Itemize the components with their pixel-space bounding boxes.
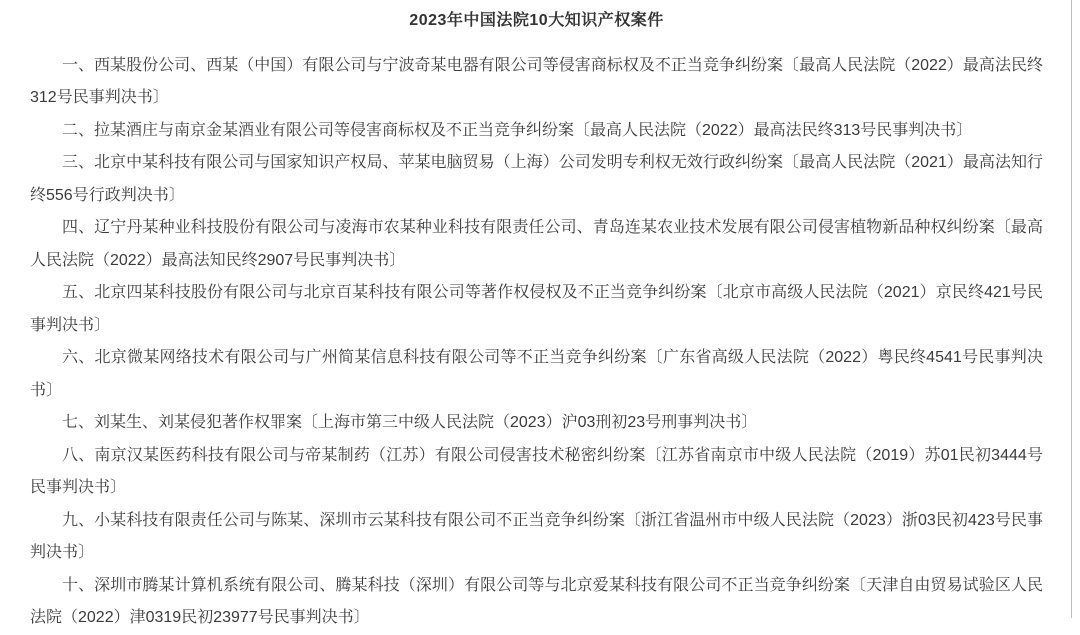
case-item-6: 六、北京微某网络技术有限公司与广州简某信息科技有限公司等不正当竞争纠纷案〔广东省高级人民法院（2022）粤民终4541号民事判决书〕 bbox=[30, 349, 1043, 399]
case-item-5: 五、北京四某科技股份有限公司与北京百某科技有限公司等著作权侵权及不正当竞争纠纷案〔北京市高级人民法院（2021）京民终421号民事判决书〕 bbox=[30, 284, 1043, 334]
case-item-8: 八、南京汉某医药科技有限公司与帝某制药（江苏）有限公司侵害技术秘密纠纷案〔江苏省南京市中级人民法院（2019）苏01民初3444号民事判决书〕 bbox=[30, 446, 1043, 496]
case-item-10: 十、深圳市腾某计算机系统有限公司、腾某科技（深圳）有限公司等与北京爱某科技有限公司不正当竞争纠纷案〔天津自由贸易试验区人民法院（2022）津0319民初23977号民事判决书〕 bbox=[30, 576, 1043, 626]
case-item-2: 二、拉某酒庄与南京金某酒业有限公司等侵害商标权及不正当竞争纠纷案〔最高人民法院（2022）最高法民终313号民事判决书〕 bbox=[62, 121, 973, 139]
case-item-4: 四、辽宁丹某种业科技股份有限公司与凌海市农某种业科技有限责任公司、青岛连某农业技术发展有限公司侵害植物新品种权纠纷案〔最高人民法院（2022）最高法知民终2907号民事判决书〕 bbox=[30, 219, 1043, 269]
case-item-3: 三、北京中某科技有限公司与国家知识产权局、苹某电脑贸易（上海）公司发明专利权无效行政纠纷案〔最高人民法院（2021）最高法知行终556号行政判决书〕 bbox=[30, 154, 1043, 204]
case-item-9: 九、小某科技有限责任公司与陈某、深圳市云某科技有限公司不正当竞争纠纷案〔浙江省温州市中级人民法院（2023）浙03民初423号民事判决书〕 bbox=[30, 511, 1043, 561]
document-title: 2023年中国法院10大知识产权案件 bbox=[409, 12, 664, 29]
case-item-7: 七、刘某生、刘某侵犯著作权罪案〔上海市第三中级人民法院（2023）沪03刑初23号刑事判决书〕 bbox=[62, 414, 758, 431]
case-item-1: 一、西某股份公司、西某（中国）有限公司与宁波奇某电器有限公司等侵害商标权及不正当竞争纠纷案〔最高人民法院（2022）最高法民终312号民事判决书〕 bbox=[30, 56, 1043, 106]
page-right-edge bbox=[1071, 0, 1072, 618]
